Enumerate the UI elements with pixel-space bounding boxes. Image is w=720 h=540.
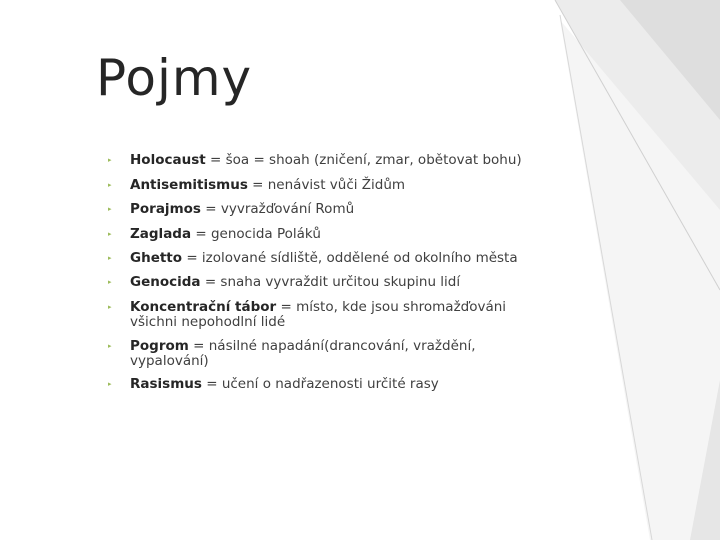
bullet-icon: ▸: [108, 303, 112, 311]
term: Zaglada: [130, 226, 192, 242]
bullet-icon: ▸: [108, 342, 112, 350]
bullet-icon: ▸: [108, 278, 112, 286]
list-item: [100, 178, 540, 193]
term: Ghetto: [130, 250, 183, 266]
list-item: [100, 300, 540, 330]
bullet-icon: ▸: [108, 181, 112, 189]
term: Holocaust: [130, 152, 206, 168]
definition: = genocida Poláků: [191, 226, 321, 242]
list-item: [100, 202, 540, 217]
definition: = nenávist vůči Židům: [247, 177, 406, 193]
bullet-icon: ▸: [108, 230, 112, 238]
list-item: [100, 275, 540, 290]
definition: = vyvražďování Romů: [200, 201, 355, 217]
bullet-icon: ▸: [108, 156, 112, 164]
list-item: [100, 153, 540, 168]
term: Rasismus: [130, 376, 202, 392]
definition: = násilné napadání(drancování, vraždění, vypalování): [130, 338, 476, 369]
definition: = snaha vyvraždit určitou skupinu lidí: [200, 274, 461, 290]
term: Genocida: [130, 274, 201, 290]
bullet-icon: ▸: [108, 254, 112, 262]
list-item: [100, 251, 540, 266]
slide-title: Pojmy: [96, 49, 253, 107]
term: Pogrom: [130, 338, 189, 354]
term: Antisemitismus: [130, 177, 248, 193]
bullet-icon: ▸: [108, 380, 112, 388]
definition: = izolované sídliště, oddělené od okolního města: [182, 250, 518, 266]
list-item: [100, 227, 540, 242]
definition: = místo, kde jsou shromažďováni všichni nepohodlní lidé: [130, 299, 507, 330]
term: Porajmos: [130, 201, 201, 217]
term: Koncentrační tábor: [130, 299, 277, 315]
bullet-icon: ▸: [108, 205, 112, 213]
list-item: [100, 377, 540, 392]
definition: = šoa = shoah (zničení, zmar, obětovat bohu): [205, 152, 522, 168]
list-item: [100, 339, 540, 369]
definition: = učení o nadřazenosti určité rasy: [201, 376, 439, 392]
